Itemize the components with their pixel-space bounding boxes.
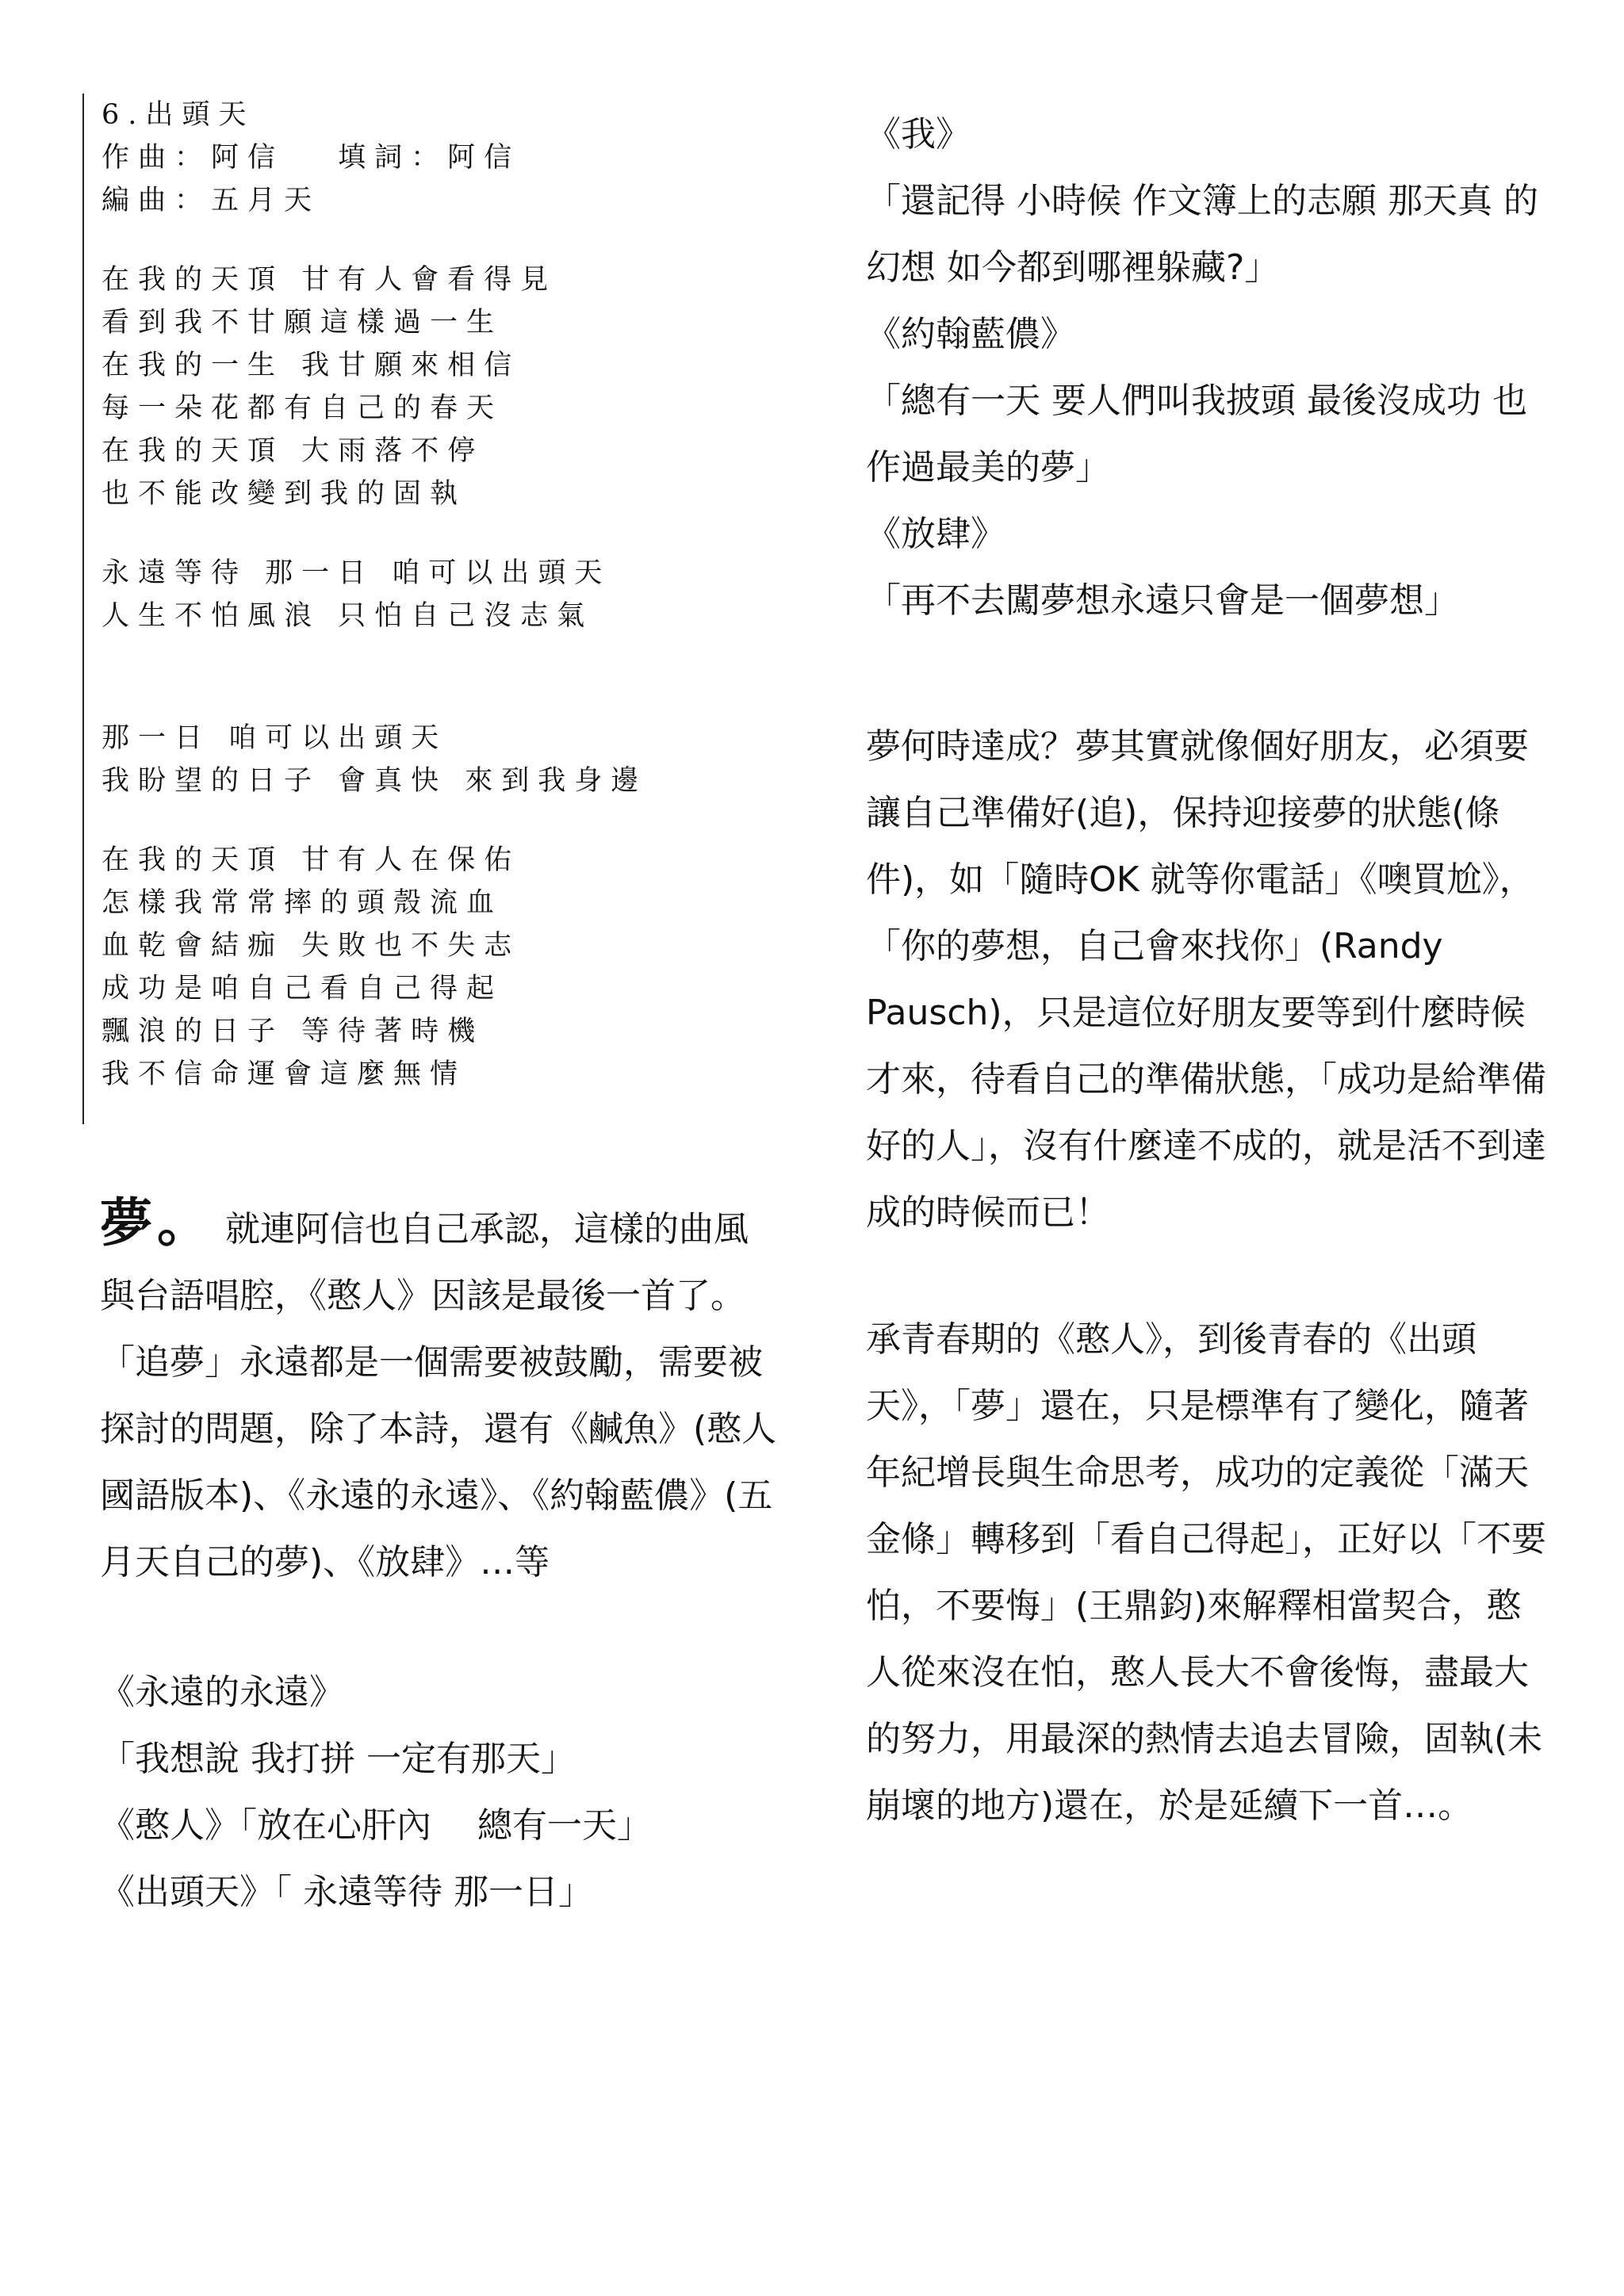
lyric-line: 我不信命運會這麼無情 [102,1058,467,1090]
lyric-line: 人生不怕風浪 只怕自己沒志氣 [102,600,594,632]
quote-title: 《約翰藍儂》 [866,314,1075,354]
lyric-line: 每一朵花都有自己的春天 [102,392,504,424]
essay-paragraph-text: 就連阿信也自己承認，這樣的曲風與台語唱腔，《憨人》因該是最後一首了。「追夢」永遠都是一個需要被鼓勵，需要被探討的問題，除了本詩，還有《鹹魚》(憨人國語版本)、《永遠的永遠》、《約翰藍儂》(五月天自己的夢)、《放肆》…等 [100,1209,777,1582]
lyrics-block [82,94,764,1124]
lyric-line: 在我的天頂 大雨落不停 [102,435,485,467]
quote-title: 《放肆》 [866,514,1005,554]
quote-line: 《憨人》「放在心肝內 總有一天」 [100,1805,652,1846]
essay-right-column [866,101,1548,1839]
lyric-line: 成功是咱自己看自己得起 [102,973,504,1004]
lyric-line: 看到我不甘願這樣過一生 [102,307,504,339]
lyric-line: 在我的一生 我甘願來相信 [102,350,521,381]
lyric-line: 永遠等待 那一日 咱可以出頭天 [102,557,611,589]
song-title: 6.出頭天 [102,99,255,131]
quote-title: 《我》 [866,114,971,155]
drop-word-dream: 夢 [100,1192,157,1253]
lyric-line: 在我的天頂 甘有人會看得見 [102,264,557,296]
drop-punct: 。 [157,1192,214,1253]
lyric-line: 我盼望的日子 會真快 來到我身邊 [102,765,648,797]
quote-text: 「總有一天 要人們叫我披頭 最後沒成功 也作過最美的夢」 [866,381,1527,488]
quote-line: 「我想說 我打拼 一定有那天」 [100,1739,576,1779]
essay-left-column [100,1189,782,1926]
lyric-line: 飄浪的日子 等待著時機 [102,1016,485,1047]
song-credits-arranger: 編曲：五月天 [102,185,321,216]
song-credits-composer-lyricist: 作曲：阿信 填詞：阿信 [102,142,521,174]
quote-line: 《永遠的永遠》 [100,1672,344,1712]
quote-list [100,1659,782,1926]
essay-paragraph-youth: 承青春期的《憨人》，到後青春的《出頭天》，「夢」還在，只是標準有了變化，隨著年紀增長與生命思考，成功的定義從「滿天金條」轉移到「看自己得起」，正好以「不要怕，不要悔」(王鼎鈞)來解釋相當契合，憨人從來沒在怕，憨人長大不會後悔，盡最大的努力，用最深的熱情去追去冒險，固執(未崩壞的地方)還在，於是延續下一首…。 [866,1319,1546,1826]
lyric-line: 怎樣我常常摔的頭殼流血 [102,887,504,919]
lyric-line: 在我的天頂 甘有人在保佑 [102,844,521,876]
lyric-line: 血乾會結痂 失敗也不失志 [102,930,521,962]
lyric-line: 也不能改變到我的固執 [102,478,467,510]
quote-text: 「還記得 小時候 作文簿上的志願 那天真 的幻想 如今都到哪裡躲藏?」 [866,181,1538,288]
essay-paragraph-when: 夢何時達成？夢其實就像個好朋友，必須要讓自己準備好(追)，保持迎接夢的狀態(條件)，如「隨時OK 就等你電話」《噢買尬》，「你的夢想，自己會來找你」(Randy Pausch)，只是這位好朋友要等到什麼時候才來，待看自己的準備狀態，「成功是給準備好的人」，沒有什麼達不成的，就是活不到達成的時候而已！ [866,726,1546,1233]
quote-text: 「再不去闖夢想永遠只會是一個夢想」 [866,580,1459,621]
essay-paragraph-dream [100,1189,782,1596]
lyric-line: 那一日 咱可以出頭天 [102,722,448,754]
quote-line: 《出頭天》「 永遠等待 那一日」 [100,1872,593,1912]
